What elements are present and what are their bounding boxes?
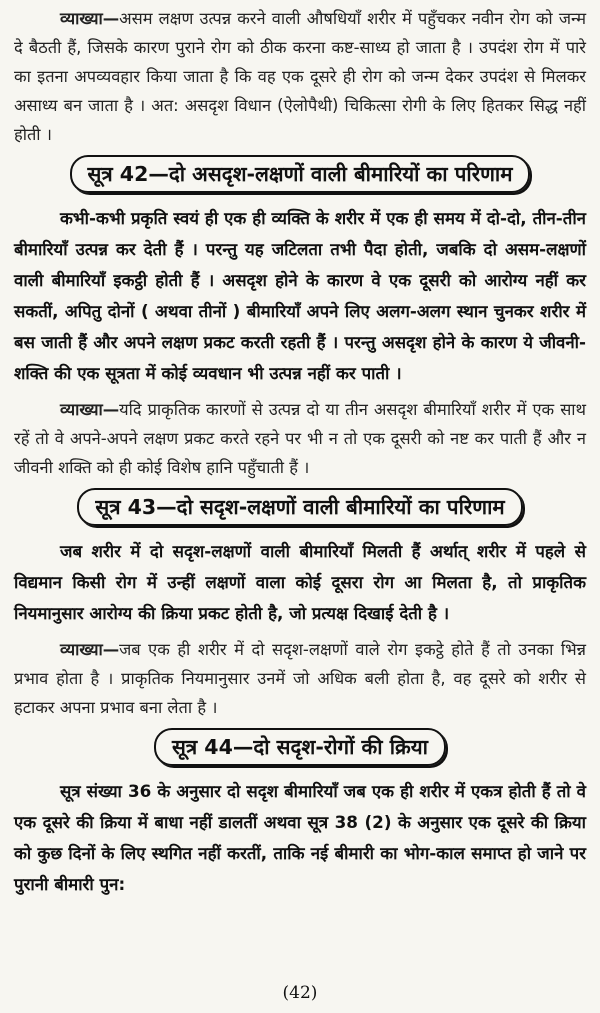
sutra-heading-container [14,155,586,193]
sutra-heading-container [14,728,586,766]
commentary-paragraph [14,635,586,722]
sutra-heading-container [14,488,586,526]
commentary-paragraph [14,4,586,149]
commentary-lead: व्याख्या— [60,9,120,28]
commentary-text: यदि प्राकृतिक कारणों से उत्पन्न दो या तीन असदृश बीमारियाँ शरीर में एक साथ रहें तो वे अपने-अपने लक्षण प्रकट करते रहने पर भी न तो एक दूसरी को नष्ट कर पाती हैं और न जीवनी शक्ति को ही कोई विशेष हानि पहुँचाती हैं । [14,400,586,477]
commentary-lead: व्याख्या— [60,400,120,419]
commentary-text: असम लक्षण उत्पन्न करने वाली औषधियाँ शरीर में पहुँचकर नवीन रोग को जन्म दे बैठती हैं, जिसके कारण पुराने रोग को ठीक करना कष्ट-साध्य हो जाता है । उपदंश रोग में पारे का इतना अपव्यवहार किया जाता है कि वह एक दूसरे ही रोग को जन्म देकर उपदंश से मिलकर असाध्य बन जाता है । अत: असदृश विधान (ऐलोपैथी) चिकित्सा रोगी के लिए हितकर सिद्ध नहीं होती । [14,9,586,144]
commentary-text: जब एक ही शरीर में दो सदृश-लक्षणों वाले रोग इकट्ठे होते हैं तो उनका भिन्न प्रभाव होता है । प्राकृतिक नियमानुसार उनमें जो अधिक बली होता है, वह दूसरे को शरीर से हटाकर अपना प्रभाव बना लेता है । [14,640,586,717]
page-number: (42) [282,983,318,1003]
sutra-42-text: कभी-कभी प्रकृति स्वयं ही एक ही व्यक्ति के शरीर में एक ही समय में दो-दो, तीन-तीन बीमारियाँ उत्पन्न कर देती हैं । परन्तु यह जटिलता तभी पैदा होती, जबकि दो असम-लक्षणों वाली बीमारियाँ इकट्ठी होती हैं । असदृश होने के कारण वे एक दूसरी को आरोग्य नहीं कर सकतीं, अपितु दोनों ( अथवा तीनों ) बीमारियाँ अपने लिए अलग-अलग स्थान चुनकर शरीर में बस जाती हैं और अपने लक्षण प्रकट करती रहती हैं । परन्तु असदृश होने के कारण ये जीवनी-शक्ति की एक सूत्रता में कोई व्यवधान भी उत्पन्न नहीं कर पाती । [14,208,586,383]
sutra-42-heading: सूत्र 42—दो असदृश-लक्षणों वाली बीमारियों का परिणाम [70,155,531,193]
commentary-lead: व्याख्या— [60,640,120,659]
sutra-44-heading: सूत्र 44—दो सदृश-रोगों की क्रिया [154,728,446,766]
sutra-44-text: सूत्र संख्या 36 के अनुसार दो सदृश बीमारियाँ जब एक ही शरीर में एकत्र होती हैं तो वे एक दूसरे की क्रिया में बाधा नहीं डालतीं अथवा सूत्र 38 (2) के अनुसार एक दूसरे की क्रिया को कुछ दिनों के लिए स्थगित नहीं करतीं, ताकि नई बीमारी का भोग-काल समाप्त हो जाने पर पुरानी बीमारी पुन: [14,781,586,894]
sutra-43-heading: सूत्र 43—दो सदृश-लक्षणों वाली बीमारियों का परिणाम [77,488,522,526]
sutra-43-text: जब शरीर में दो सदृश-लक्षणों वाली बीमारियाँ मिलती हैं अर्थात् शरीर में पहले से विद्यमान किसी रोग में उन्हीं लक्षणों वाला कोई दूसरा रोग आ मिलता है, तो प्राकृतिक नियमानुसार आरोग्य की क्रिया प्रकट होती है, जो प्रत्यक्ष दिखाई देती है । [14,541,586,623]
commentary-paragraph [14,395,586,482]
